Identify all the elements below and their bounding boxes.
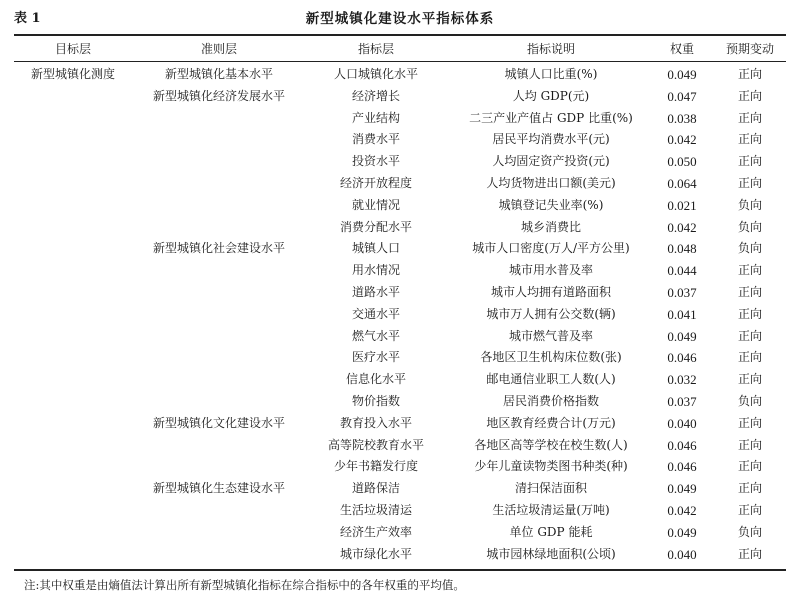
table-number: 表 1 (14, 11, 41, 26)
table-row (14, 86, 786, 108)
table-caption (14, 4, 786, 28)
expected-change-cell: 正向 (737, 328, 762, 343)
table-body (14, 64, 786, 565)
weight-cell: 0.042 (667, 502, 697, 518)
bottom-rule (14, 569, 786, 571)
description-cell: 城市燃气普及率 (508, 328, 593, 343)
table-row (14, 522, 786, 544)
description-cell: 生活垃圾清运量(万吨) (492, 502, 610, 517)
criterion-layer-cell: 新型城镇化文化建设水平 (152, 415, 285, 430)
table-header (14, 37, 786, 61)
description-cell: 城市万人拥有公交数(辆) (486, 306, 616, 321)
indicator-cell: 消费水平 (351, 132, 400, 147)
weight-cell: 0.049 (667, 524, 697, 540)
expected-change-cell: 正向 (737, 372, 762, 387)
indicator-cell: 用水情况 (351, 263, 400, 278)
expected-change-cell: 负向 (737, 393, 762, 408)
description-cell: 各地区卫生机构床位数(张) (480, 350, 622, 365)
table-row (14, 108, 786, 130)
table-row (14, 195, 786, 217)
table-row (14, 456, 786, 478)
description-cell: 清扫保洁面积 (514, 481, 587, 496)
header-indicator-description: 指标说明 (526, 42, 575, 56)
description-cell: 城市人均拥有道路面积 (490, 284, 611, 299)
description-cell: 地区教育经费合计(万元) (486, 415, 616, 430)
weight-cell: 0.046 (667, 350, 697, 366)
indicator-cell: 投资水平 (351, 154, 400, 169)
weight-cell: 0.037 (667, 284, 697, 300)
description-cell: 单位 GDP 能耗 (509, 524, 593, 539)
description-cell: 城市用水普及率 (508, 263, 593, 278)
description-cell: 人均货物进出口额(美元) (486, 175, 616, 190)
indicator-cell: 经济增长 (351, 88, 400, 103)
weight-cell: 0.021 (667, 197, 697, 213)
weight-cell: 0.049 (667, 481, 697, 497)
table-row (14, 151, 786, 173)
weight-cell: 0.041 (667, 306, 697, 322)
weight-cell: 0.037 (667, 393, 697, 409)
expected-change-cell: 负向 (737, 197, 762, 212)
header-weight: 权重 (669, 42, 694, 56)
table-row (14, 500, 786, 522)
table-row (14, 238, 786, 260)
table-row (14, 282, 786, 304)
table-row (14, 304, 786, 326)
indicator-cell: 道路保洁 (351, 481, 400, 496)
criterion-layer-cell: 新型城镇化生态建设水平 (152, 481, 285, 496)
expected-change-cell: 负向 (737, 241, 762, 256)
header-expected-change: 预期变动 (725, 42, 774, 56)
weight-cell: 0.032 (667, 372, 697, 388)
weight-cell: 0.040 (667, 546, 697, 562)
description-cell: 人均固定资产投资(元) (492, 154, 610, 169)
header-target-layer: 目标层 (54, 42, 91, 56)
expected-change-cell: 正向 (737, 437, 762, 452)
expected-change-cell: 正向 (737, 502, 762, 517)
description-cell: 邮电通信业职工人数(人) (486, 372, 616, 387)
expected-change-cell: 负向 (737, 219, 762, 234)
indicator-cell: 教育投入水平 (339, 415, 412, 430)
header-criterion-layer: 准则层 (200, 42, 237, 56)
weight-cell: 0.044 (667, 263, 697, 279)
weight-cell: 0.046 (667, 459, 697, 475)
description-cell: 二三产业产值占 GDP 比重(%) (469, 110, 633, 125)
weight-cell: 0.049 (667, 67, 697, 82)
table-row (14, 347, 786, 369)
table-row (14, 173, 786, 195)
weight-cell: 0.042 (667, 219, 697, 235)
weight-cell: 0.049 (667, 328, 697, 344)
expected-change-cell: 正向 (737, 110, 762, 125)
indicator-cell: 城市绿化水平 (339, 546, 412, 561)
table-row (14, 217, 786, 239)
criterion-layer-cell: 新型城镇化经济发展水平 (152, 88, 285, 103)
description-cell: 城镇登记失业率(%) (498, 197, 604, 212)
table-row (14, 326, 786, 348)
target-layer-cell: 新型城镇化测度 (30, 67, 115, 81)
description-cell: 各地区高等学校在校生数(人) (474, 437, 628, 452)
table-row (14, 544, 786, 566)
indicator-cell: 交通水平 (351, 306, 400, 321)
indicator-cell: 少年书籍发行度 (333, 459, 418, 474)
table-row (14, 413, 786, 435)
indicator-cell: 产业结构 (351, 110, 400, 125)
indicator-cell: 道路水平 (351, 284, 400, 299)
weight-cell: 0.064 (667, 175, 697, 191)
table-row (14, 129, 786, 151)
indicator-cell: 经济开放程度 (339, 175, 412, 190)
indicator-cell: 城镇人口 (351, 241, 400, 256)
header-rule (14, 61, 786, 62)
weight-cell: 0.048 (667, 241, 697, 257)
criterion-layer-cell: 新型城镇化基本水平 (164, 67, 273, 81)
criterion-layer-cell: 新型城镇化社会建设水平 (152, 241, 285, 256)
expected-change-cell: 正向 (737, 546, 762, 561)
expected-change-cell: 正向 (737, 481, 762, 496)
description-cell: 居民消费价格指数 (502, 393, 599, 408)
expected-change-cell: 正向 (737, 284, 762, 299)
indicator-cell: 高等院校教育水平 (327, 437, 424, 452)
description-cell: 城镇人口比重(%) (504, 67, 598, 81)
description-cell: 城市人口密度(万人/平方公里) (472, 241, 630, 256)
indicator-cell: 人口城镇化水平 (333, 67, 418, 81)
table-row (14, 391, 786, 413)
expected-change-cell: 正向 (737, 459, 762, 474)
indicator-cell: 就业情况 (351, 197, 400, 212)
indicator-cell: 信息化水平 (345, 372, 406, 387)
weight-cell: 0.038 (667, 110, 697, 126)
expected-change-cell: 正向 (737, 306, 762, 321)
weight-cell: 0.047 (667, 88, 697, 104)
description-cell: 城乡消费比 (520, 219, 581, 234)
expected-change-cell: 正向 (737, 154, 762, 169)
expected-change-cell: 正向 (737, 67, 762, 81)
indicator-cell: 经济生产效率 (339, 524, 412, 539)
table-row (14, 369, 786, 391)
table-row (14, 478, 786, 500)
header-indicator-layer: 指标层 (357, 42, 394, 56)
table-row (14, 64, 786, 86)
weight-cell: 0.040 (667, 415, 697, 431)
expected-change-cell: 正向 (737, 415, 762, 430)
top-rule (14, 34, 786, 36)
expected-change-cell: 正向 (737, 88, 762, 103)
expected-change-cell: 正向 (737, 263, 762, 278)
description-cell: 少年儿童读物类图书种类(种) (474, 459, 628, 474)
table-note: 注:其中权重是由熵值法计算出所有新型城镇化指标在综合指标中的各年权重的平均值。 (24, 578, 465, 592)
description-cell: 居民平均消费水平(元) (492, 132, 610, 147)
weight-cell: 0.046 (667, 437, 697, 453)
table-row (14, 260, 786, 282)
indicator-cell: 消费分配水平 (339, 219, 412, 234)
table-row (14, 435, 786, 457)
indicator-cell: 生活垃圾清运 (339, 502, 412, 517)
expected-change-cell: 负向 (737, 524, 762, 539)
description-cell: 人均 GDP(元) (512, 88, 590, 103)
indicator-cell: 物价指数 (351, 393, 400, 408)
weight-cell: 0.050 (667, 154, 697, 170)
indicator-cell: 医疗水平 (351, 350, 400, 365)
expected-change-cell: 正向 (737, 175, 762, 190)
indicator-cell: 燃气水平 (351, 328, 400, 343)
description-cell: 城市园林绿地面积(公顷) (486, 546, 616, 561)
table-title: 新型城镇化建设水平指标体系 (305, 11, 495, 27)
weight-cell: 0.042 (667, 132, 697, 148)
expected-change-cell: 正向 (737, 350, 762, 365)
expected-change-cell: 正向 (737, 132, 762, 147)
